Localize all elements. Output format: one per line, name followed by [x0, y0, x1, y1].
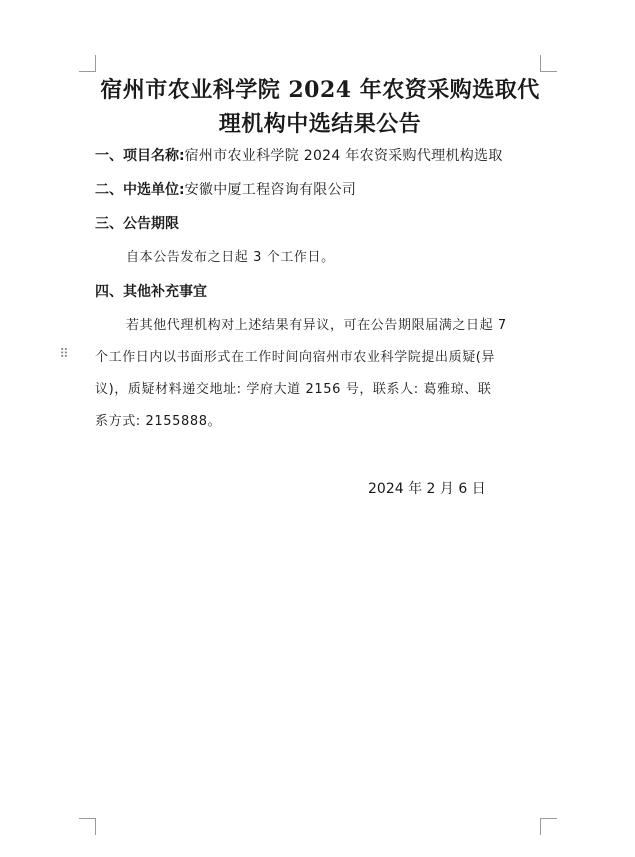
selected-unit-row — [95, 180, 356, 200]
selected-unit-value: 安徽中厦工程咨询有限公司 — [184, 182, 357, 198]
crop-mark-top-left — [79, 55, 96, 72]
project-name-value: 宿州市农业科学院 2024 年农资采购代理机构选取 — [184, 148, 503, 164]
selected-unit-label: 二、中选单位: — [95, 182, 185, 198]
document-title-line-1: 宿州市农业科学院 2024 年农资采购选取代 — [100, 77, 540, 103]
document-date: 2024 年 2 月 6 日 — [368, 481, 486, 497]
notice-period-heading: 三、公告期限 — [95, 216, 179, 232]
notice-period-text: 自本公告发布之日起 3 个工作日。 — [126, 250, 335, 265]
document-title-line-2: 理机构中选结果公告 — [218, 111, 422, 137]
other-matters-line-2: 个工作日内以书面形式在工作时间向宿州市农业科学院提出质疑(异 — [95, 350, 496, 365]
project-name-label: 一、项目名称: — [95, 148, 185, 164]
other-matters-line-4: 系方式: 2155888。 — [95, 414, 222, 429]
other-matters-line-1: 若其他代理机构对上述结果有异议，可在公告期限届满之日起 7 — [126, 318, 507, 333]
crop-mark-bottom-right — [540, 818, 557, 835]
project-name-row — [95, 146, 503, 166]
other-matters-line-3: 议)，质疑材料递交地址: 学府大道 2156 号，联系人: 葛雅琼、联 — [95, 382, 492, 397]
other-matters-heading: 四、其他补充事宜 — [95, 284, 207, 300]
crop-mark-top-right — [540, 55, 557, 72]
crop-mark-bottom-left — [79, 818, 96, 835]
drag-handle-icon[interactable]: ⠿ — [59, 347, 69, 362]
